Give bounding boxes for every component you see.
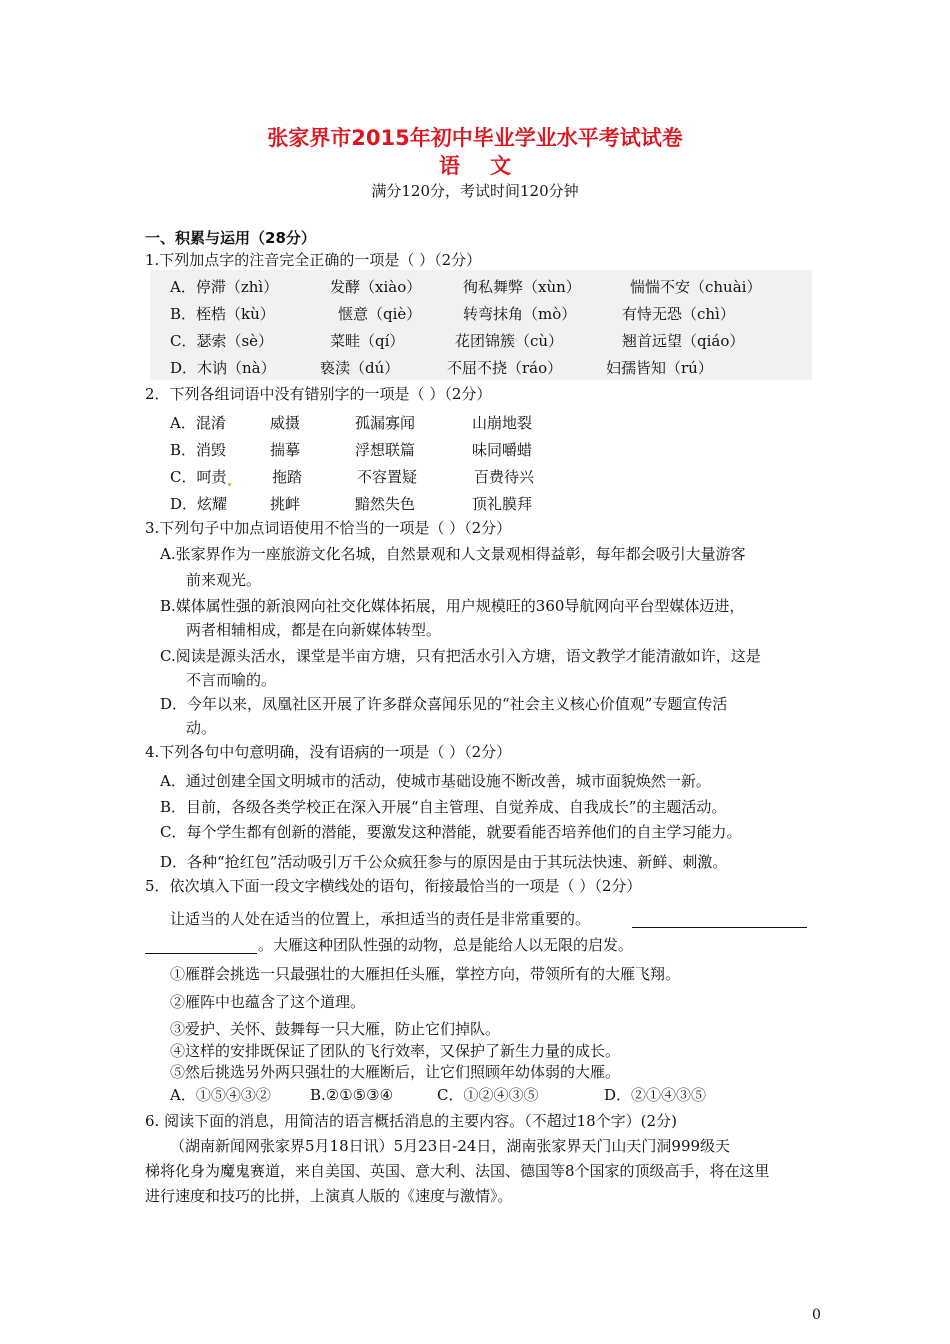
q1-a-4: 惴惴不安（chuài）	[630, 278, 762, 296]
q1-d-4: 妇孺皆知（rú）	[606, 359, 713, 377]
q6-stem: 6. 阅读下面的消息，用简洁的语言概括消息的主要内容。（不超过18个字）(2分)	[145, 1112, 677, 1130]
q4-stem: 4.下列各句中句意明确，没有语病的一项是（ ）（2分）	[145, 743, 512, 761]
q2-c-4: 百费待兴	[474, 468, 535, 486]
q2-a-2: 威摄	[270, 414, 301, 432]
q1-c-2: 菜畦（qí）	[330, 332, 405, 350]
q1-d-1: D．木讷（nà）	[170, 359, 276, 377]
q4-option-b: B．目前，各级各类学校正在深入开展“自主管理、自觉养成、自我成长”的主题活动。	[160, 798, 727, 816]
q5-option-a: A．①⑤④③②	[170, 1086, 271, 1104]
section-heading: 一、积累与运用（28分）	[145, 229, 316, 247]
q5-item-2: ②雁阵中也蕴含了这个道理。	[170, 993, 366, 1011]
q6-news-line-1: （湖南新闻网张家界5月18日讯）5月23日-24日，湖南张家界天门山天门洞999级天	[170, 1137, 731, 1155]
q2-b-1: B．消毁	[170, 441, 227, 459]
q5-item-1: ①雁群会挑选一只最强壮的大雁担任头雁，掌控方向，带领所有的大雁飞翔。	[170, 965, 681, 983]
q2-a-3: 孤漏寡闻	[355, 414, 416, 432]
q1-b-2: 惬意（qiè）	[338, 305, 422, 323]
q3-option-d: D．今年以来，凤凰社区开展了许多群众喜闻乐见的“社会主义核心价值观”专题宣传活	[160, 695, 728, 713]
q1-d-2: 亵渎（dú）	[320, 359, 400, 377]
q5-blank-line-2	[145, 953, 257, 954]
q5-item-4: ④这样的安排既保证了团队的飞行效率，又保护了新生力量的成长。	[170, 1042, 621, 1060]
q4-option-c: C．每个学生都有创新的潜能，要激发这种潜能，就要看能否培养他们的自主学习能力。	[160, 823, 742, 841]
q1-b-3: 转弯抹角（mò）	[463, 305, 577, 323]
q1-a-3: 徇私舞弊（xùn）	[463, 278, 581, 296]
q5-item-5: ⑤然后挑选另外两只强壮的大雁断后，让它们照顾年幼体弱的大雁。	[170, 1063, 621, 1081]
q5-paragraph-1: 让适当的人处在适当的位置上，承担适当的责任是非常重要的。	[170, 910, 591, 928]
q3-option-a-cont: 前来观光。	[186, 571, 262, 589]
q1-a-1: A．停滞（zhì）	[170, 278, 279, 296]
q6-news-line-3: 进行速度和技巧的比拼，上演真人版的《速度与激情》。	[145, 1187, 513, 1205]
q3-option-d-cont: 动。	[186, 719, 217, 737]
q2-d-1: D．炫耀	[170, 495, 228, 513]
q4-option-a: A．通过创建全国文明城市的活动，使城市基础设施不断改善，城市面貌焕然一新。	[160, 772, 711, 790]
q2-d-4: 顶礼膜拜	[472, 495, 533, 513]
q2-stem: 2．下列各组词语中没有错别字的一项是（ ）（2分）	[145, 385, 492, 403]
q3-option-b: B.媒体属性强的新浪网向社交化媒体拓展，用户规模旺的360导航网向平台型媒体迈进，	[160, 597, 745, 615]
q1-d-3: 不屈不挠（ráo）	[447, 359, 563, 377]
q2-c-2: 拖踏	[272, 468, 303, 486]
exam-title: 张家界市2015年初中毕业学业水平考试试卷	[267, 126, 683, 150]
q2-d-2: 挑衅	[270, 495, 301, 513]
q1-c-1: C．瑟索（sè）	[170, 332, 274, 350]
q3-stem: 3.下列句子中加点词语使用不恰当的一项是（ ）（2分）	[145, 519, 512, 537]
q3-option-a: A.张家界作为一座旅游文化名城，自然景观和人文景观相得益彰，每年都会吸引大量游客	[160, 545, 746, 563]
q1-stem: 1.下列加点字的注音完全正确的一项是（ ）（2分）	[145, 251, 482, 269]
exam-subtitle: 满分120分，考试时间120分钟	[371, 182, 579, 200]
q5-option-d: D．②①④③⑤	[604, 1086, 707, 1104]
q5-paragraph-2: 。大雁这种团队性强的动物，总是能给人以无限的启发。	[258, 936, 634, 954]
green-dot-mark	[228, 483, 231, 486]
q1-a-2: 发酵（xiào）	[330, 278, 422, 296]
q2-c-3: 不容置疑	[357, 468, 418, 486]
q1-b-1: B．桎梏（kù）	[170, 305, 275, 323]
q3-option-c-cont: 不言而喻的。	[186, 671, 277, 689]
page-number: 0	[812, 1307, 821, 1323]
q2-b-3: 浮想联篇	[355, 441, 416, 459]
q2-b-2: 揣摹	[270, 441, 301, 459]
q6-news-line-2: 梯将化身为魔鬼赛道，来自美国、英国、意大利、法国、德国等8个国家的顶级高手，将在这里	[145, 1162, 770, 1180]
q5-item-3: ③爱护、关怀、鼓舞每一只大雁，防止它们掉队。	[170, 1020, 501, 1038]
q5-stem: 5．依次填入下面一段文字横线处的语句，衔接最恰当的一项是（ ）（2分）	[145, 877, 642, 895]
subject-title: 语文	[439, 154, 541, 178]
q2-d-3: 黯然失色	[355, 495, 416, 513]
q2-a-1: A．混淆	[170, 414, 226, 432]
q5-option-c: C．①②④③⑤	[437, 1086, 539, 1104]
q4-option-d: D．各种“抢红包”活动吸引万千公众疯狂参与的原因是由于其玩法快速、新鲜、刺激。	[160, 853, 728, 871]
q3-option-c: C.阅读是源头活水，课堂是半亩方塘，只有把活水引入方塘，语文教学才能清澈如许，这是	[160, 647, 761, 665]
q2-c-1: C．呵责	[170, 468, 227, 486]
q1-b-4: 有恃无恐（chì）	[622, 305, 735, 323]
q3-option-b-cont: 两者相辅相成，都是在向新媒体转型。	[186, 621, 442, 639]
q2-b-4: 味同嚼蜡	[472, 441, 533, 459]
q2-a-4: 山崩地裂	[472, 414, 533, 432]
q5-blank-line-1	[632, 927, 807, 928]
q1-c-4: 翘首远望（qiáo）	[622, 332, 745, 350]
q5-option-b: B.②①⑤③④	[310, 1086, 394, 1104]
q1-c-3: 花团锦簇（cù）	[455, 332, 564, 350]
